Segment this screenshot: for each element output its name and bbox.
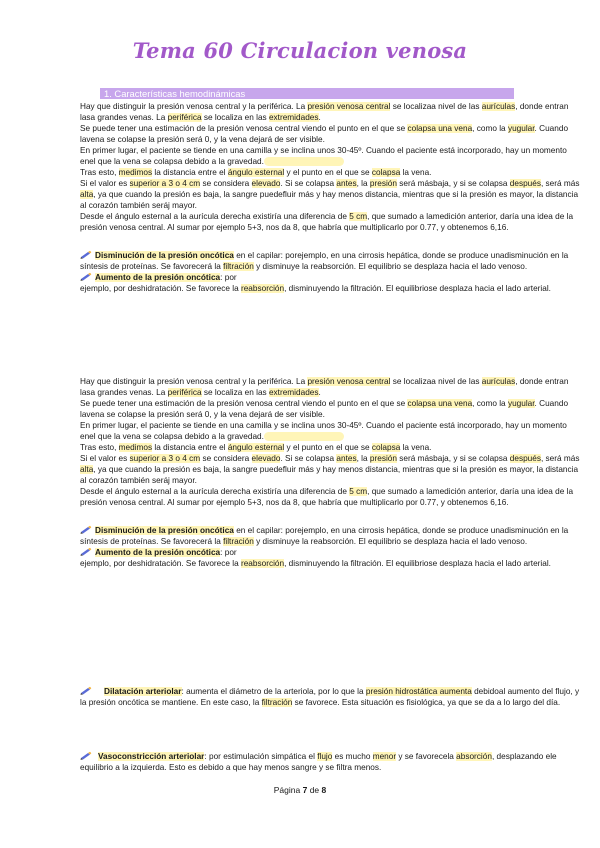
pen-icon [80, 250, 92, 259]
paragraph: Disminución de la presión oncótica en el capilar: porejemplo, en una cirrosis hepática, donde se produce unadisminución en la síntesis de proteínas. Se favorecerá la filtración y disminuye la reabsorción. El equilibrio se desplaza hacia el lado venoso. [80, 526, 569, 546]
pen-icon [80, 272, 92, 281]
total-pages: 8 [321, 785, 327, 795]
paragraph: Tras esto, medimos la distancia entre el ángulo esternal y el punto en el que se colapsa la vena. [80, 168, 432, 177]
paragraph: En primer lugar, el paciente se tiende en una camilla y se inclina unos 30-45º. Cuando el paciente está incorporado, hay un momento enel que la vena se colapsa debido a la gravedad. [80, 421, 567, 441]
paragraph: En primer lugar, el paciente se tiende en una camilla y se inclina unos 30-45º. Cuando el paciente está incorporado, hay un momento enel que la vena se colapsa debido a la gravedad. [80, 146, 567, 166]
current-page: 7 [302, 785, 308, 795]
pen-icon [80, 525, 92, 534]
paragraph: ejemplo, por deshidratación. Se favorece la reabsorción, disminuyendo la filtración. El equilibriose desplaza hacia el lado arterial. [80, 284, 551, 293]
paragraph: Vasoconstricción arteriolar: por estimulación simpática el flujo es mucho menor y se favorecela absorción, desplazando ele equilibrio a la izquierda. Esto es debido a que hay menos sangre y se filtra menos. [80, 752, 557, 772]
paragraph: Si el valor es superior a 3 o 4 cm se considera elevado. Si se colapsa antes, la presión será másbaja, y si se colapsa después, será más alta, ya que cuando la presión es baja, la sangre puedefluir más y hay menos distancia, mientras que si la presión es mayor, la distancia al corazón también seráj mayor. [80, 454, 580, 485]
content-block-1 [80, 101, 580, 294]
paragraph: Desde el ángulo esternal a la aurícula derecha existiría una diferencia de 5 cm, que sumado a lamedición anterior, daría una idea de la presión venosa central. Al sumar por ejemplo 5+3, nos da 8, que habría que multiplicarlo por 0.77, y obtenemos 6,16. [80, 212, 574, 232]
pen-icon [80, 686, 92, 695]
paragraph: Dilatación arteriolar: aumenta el diámetro de la arteriola, por lo que la presión hidrostática aumenta debidoal aumento del flujo, y la presión oncótica se mantiene. En este caso, la filtración se favorece. Esta situación es fisiológica, ya que se da a lo largo del día. [80, 687, 580, 707]
pen-icon [80, 751, 92, 760]
paragraph: ejemplo, por deshidratación. Se favorece la reabsorción, disminuyendo la filtración. El equilibriose desplaza hacia el lado arterial. [80, 559, 551, 568]
paragraph: Hay que distinguir la presión venosa central y la periférica. La presión venosa central se localizaa nivel de las aurículas, donde entran lasa grandes venas. La periférica se localiza en las extremidades. [80, 102, 569, 122]
section-heading: 1. Características hemodinámicas [100, 88, 514, 99]
paragraph: Desde el ángulo esternal a la aurícula derecha existiría una diferencia de 5 cm, que sumado a lamedición anterior, daría una idea de la presión venosa central. Al sumar por ejemplo 5+3, nos da 8, que habría que multiplicarlo por 0.77, y obtenemos 6,16. [80, 487, 574, 507]
paragraph: Disminución de la presión oncótica en el capilar: porejemplo, en una cirrosis hepática, donde se produce unadisminución en la síntesis de proteínas. Se favorecerá la filtración y disminuye la reabsorción. El equilibrio se desplaza hacia el lado venoso. [80, 251, 569, 271]
paragraph: Hay que distinguir la presión venosa central y la periférica. La presión venosa central se localizaa nivel de las aurículas, donde entran lasa grandes venas. La periférica se localiza en las extremidades. [80, 377, 569, 397]
paragraph: Tras esto, medimos la distancia entre el ángulo esternal y el punto en el que se colapsa la vena. [80, 443, 432, 452]
paragraph: Se puede tener una estimación de la presión venosa central viendo el punto en el que se colapsa una vena, como la yugular. Cuando lavena se colapse la presión será 0, y la vena dejará de ser visible. [80, 124, 569, 144]
paragraph: Aumento de la presión oncótica: por [80, 272, 580, 283]
highlight-mark [264, 432, 344, 441]
page-title: Tema 60 Circulacion venosa [132, 38, 468, 63]
paragraph: Si el valor es superior a 3 o 4 cm se considera elevado. Si se colapsa antes, la presión será másbaja, y si se colapsa después, será más alta, ya que cuando la presión es baja, la sangre puedefluir más y hay menos distancia, mientras que si la presión es mayor, la distancia al corazón también seráj mayor. [80, 179, 580, 210]
paragraph: Se puede tener una estimación de la presión venosa central viendo el punto en el que se colapsa una vena, como la yugular. Cuando lavena se colapse la presión será 0, y la vena dejará de ser visible. [80, 399, 569, 419]
page-footer: Página 7 de 8 [273, 785, 327, 795]
highlight-mark [264, 157, 344, 166]
pen-icon [80, 547, 92, 556]
content-block-4 [80, 751, 580, 773]
content-block-3 [80, 686, 580, 708]
paragraph: Aumento de la presión oncótica: por [80, 547, 580, 558]
content-block-2 [80, 376, 580, 569]
